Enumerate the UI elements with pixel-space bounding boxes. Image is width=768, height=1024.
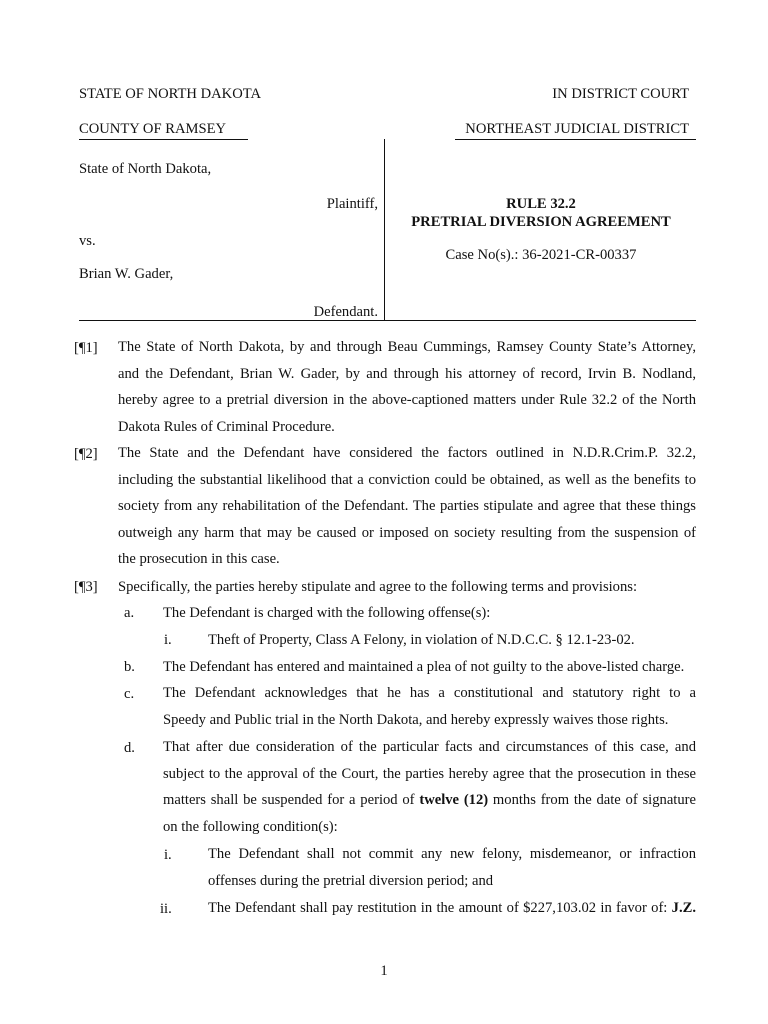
item-d-i-line: The Defendant shall not commit any new felony, misdemeanor, or infraction [208,846,696,862]
caption-plaintiff-role: Plaintiff, [326,196,378,212]
paragraph-2-line: the prosecution in this case. [118,551,280,568]
caption-vs: vs. [79,233,96,249]
item-c [163,680,696,733]
caption-defendant-name: Brian W. Gader, [79,266,174,282]
item-d-line [163,787,696,814]
paragraph-2-line: The State and the Defendant have considered the factors outlined in N.D.R.Crim.P. 32.2, [118,445,696,461]
item-d-line3-post: months from the date of signature [488,792,696,809]
item-d-ii-line [208,895,696,922]
item-a-text: The Defendant is charged with the following offense(s): [163,605,491,621]
item-d-line: That after due consideration of the particular facts and circumstances of this case, and [163,739,696,755]
paragraph-1-line: Dakota Rules of Criminal Procedure. [118,418,335,435]
item-a-label: a. [124,605,135,621]
paragraph-1-number: [¶1] [74,340,98,356]
header-state: STATE OF NORTH DAKOTA [79,86,262,102]
caption-title: PRETRIAL DIVERSION AGREEMENT [411,214,671,230]
item-d-i-line: offenses during the pretrial diversion period; and [208,872,494,889]
paragraph-1 [118,334,696,440]
header-court: IN DISTRICT COURT [552,86,689,102]
item-a-i-label: i. [164,632,172,648]
caption-case-number: Case No(s).: 36-2021-CR-00337 [445,247,637,263]
header-county: COUNTY OF RAMSEY [79,121,227,137]
item-d-i [208,841,696,894]
caption-rule: RULE 32.2 [506,196,576,212]
header-rule-left [79,139,248,140]
paragraph-2-line: society from any rehabilitation of the Defendant. The parties stipulate and agree that these things [118,498,696,515]
item-c-line: The Defendant acknowledges that he has a constitutional and statutory right to a [163,685,696,701]
item-a-i-text: Theft of Property, Class A Felony, in violation of N.D.C.C. § 12.1-23-02. [208,632,635,648]
paragraph-2-number: [¶2] [74,446,98,462]
paragraph-1-line: The State of North Dakota, by and through Beau Cummings, Ramsey County State’s Attorney, [118,339,696,355]
item-d [163,734,696,840]
item-d-i-label: i. [164,847,172,863]
item-d-period-bold: twelve (12) [419,792,489,809]
paragraph-2-line: outweigh any harm that may be caused or imposed on society resulting from the suspension of [118,524,696,541]
item-d-line3-pre: matters shall be suspended for a period of [163,792,420,809]
item-b-text: The Defendant has entered and maintained a plea of not guilty to the above-listed charge. [163,659,685,675]
item-d-ii-label: ii. [160,901,172,917]
item-c-line: Speedy and Public trial in the North Dakota, and hereby expressly waives those rights. [163,711,669,728]
header-rule-right [455,139,696,140]
item-c-label: c. [124,686,135,702]
item-d-line: on the following condition(s): [163,818,338,835]
item-d-ii-pre: The Defendant shall pay restitution in the amount of $227,103.02 in favor of: [208,900,672,916]
item-b-label: b. [124,659,135,675]
paragraph-1-line: and the Defendant, Brian W. Gader, by and through his attorney of record, Irvin B. Nodland, [118,365,696,382]
paragraph-1-line: hereby agree to a pretrial diversion in the above-captioned matters under Rule 32.2 of the North [118,392,696,409]
paragraph-3-intro: Specifically, the parties hereby stipulate and agree to the following terms and provisions: [118,579,638,595]
header-district: NORTHEAST JUDICIAL DISTRICT [465,121,689,137]
caption-plaintiff-name: State of North Dakota, [79,161,212,177]
item-d-ii [208,895,696,922]
caption-defendant-role: Defendant. [313,304,378,320]
paragraph-3-number: [¶3] [74,579,98,595]
paragraph-2-line: including the substantial likelihood that a conviction could be obtained, as well as the benefits to [118,471,696,488]
caption-bottom-rule [79,320,696,321]
item-d-line: subject to the approval of the Court, the parties hereby agree that the prosecution in these [163,765,696,782]
paragraph-2 [118,440,696,573]
caption-divider [384,139,385,320]
item-d-ii-bold: J.Z. [671,900,696,916]
page-number: 1 [380,963,388,979]
item-d-label: d. [124,740,135,756]
